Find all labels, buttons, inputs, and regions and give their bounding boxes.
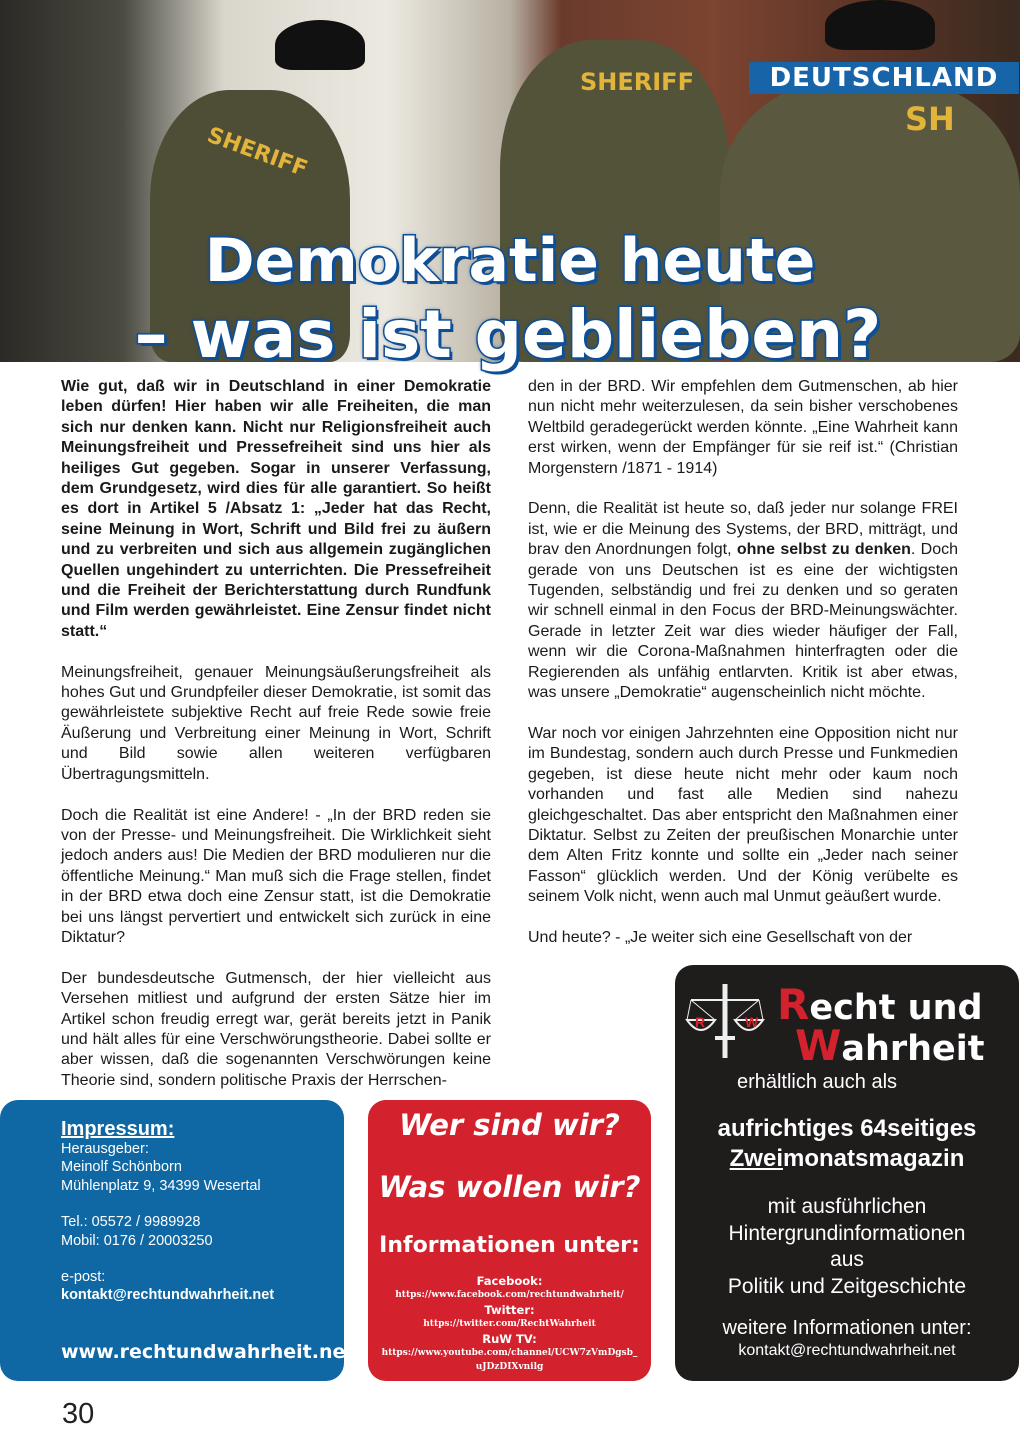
magazine-line1: aufrichtiges 64seitiges <box>717 1115 977 1142</box>
desc-line: Politik und Zeitgeschichte <box>727 1274 967 1298</box>
publisher-label: Herausgeber: <box>61 1141 149 1157</box>
website-link[interactable]: www.rechtundwahrheit.net <box>61 1341 355 1363</box>
promo-description <box>675 1194 1019 1300</box>
text: Zwei <box>729 1145 783 1172</box>
text: Denn, die Realität ist heute so, daß jeder nur solange FREI ist, wie er die Meinung des Systems, der BRD, mitträgt, und brav den Anordnungen folgt, <box>528 500 958 559</box>
paragraph: Meinungsfreiheit, genauer Meinungsäußerungsfreiheit als hohes Gut und Grundpfeiler dieser Demokratie, ist somit das gewährleistete subjektive Recht auf freie Rede sowie freie Äußerung und Verbreitung einer Meinung in Wort, Schrift und Bild sowie allen weiteren verfügbaren Übertragungsmitteln. <box>61 663 491 783</box>
facebook-link[interactable]: https://www.facebook.com/rechtundwahrheit/ <box>395 1290 624 1301</box>
publisher-address: Mühlenplatz 9, 34399 Wesertal <box>61 1177 261 1194</box>
about-box <box>368 1100 651 1381</box>
promo-box <box>675 965 1019 1381</box>
article-title-line1: Demokratie heute <box>204 226 816 296</box>
logo-r: R <box>777 980 810 1029</box>
logo-badge-r: R <box>695 1014 706 1030</box>
article-column-right <box>528 377 958 969</box>
text: . Doch gerade von uns Deutschen ist es eine der wichtigsten Tugenden, selbständig und frei zu denken und so geraten wir schnell einmal in den Focus der BRD-Meinungswächter. Gerade in letzter Zeit war dies wieder häufiger der Fall, wenn wir die Corona-Maßnahmen hinterfragten oder die Regierenden als unfähig entlarvten. Kritik ist aber etwas, was unsere „Demokratie“ augenscheinlich nicht möchte. <box>528 541 958 702</box>
twitter-label: Twitter: <box>484 1302 535 1317</box>
impressum-heading: Impressum: <box>61 1118 175 1140</box>
emphasis: ohne selbst zu denken <box>736 541 911 559</box>
impressum-box <box>0 1100 355 1381</box>
logo-w: W <box>795 1021 842 1070</box>
phone: Tel.: 05572 / 9989928 <box>61 1214 201 1231</box>
cap-shape <box>825 0 935 50</box>
youtube-link[interactable]: https://www.youtube.com/channel/UCW7zVmDgsb_uJDzDIXvnilg <box>381 1348 638 1373</box>
logo <box>685 980 1015 1070</box>
twitter-link[interactable]: https://twitter.com/RechtWahrheit <box>423 1319 596 1330</box>
info-heading: Informationen unter: <box>379 1233 640 1258</box>
paragraph: War noch vor einigen Jahrzehnten eine Opposition nicht nur im Bundestag, sondern auch durch Presse und Funkmedien gegeben, ist diese heute nicht mehr oder kaum noch vorhanden und fast alle Medien sind nahezu gleichgeschaltet. Das aber entspricht den Maßnahmen einer Diktatur. Selbst zu Zeiten der preußischen Monarchie unter dem Alten Fritz konnte und sollte ein „Jeder nach seiner Fasson“ glücklich werden. Und der König verübelte es seinem Volk nicht, wenn auch mal Unmut geäußert wurde. <box>528 724 958 906</box>
sheriff-patch: SHERIFF <box>580 68 694 96</box>
desc-line: aus <box>830 1248 864 1271</box>
email-link[interactable]: kontakt@rechtundwahrheit.net <box>61 1287 275 1304</box>
lead-paragraph: Wie gut, daß wir in Deutschland in einer Demokratie leben dürfen! Hier haben wir alle Freiheiten, die man sich nur denken kann. Nicht nur Religionsfreiheit auch Meinungsfreiheit und Pressefreiheit sind uns hier als heiliges Gut gegeben. Sogar in unserer Verfassung, dem Grundgesetz, wird dies für alle garantiert. So heißt es dort in Artikel 5 /Absatz 1: „Jeder hat das Recht, seine Meinung in Wort, Schrift und Bild frei zu äußern und zu verbreiten und sich aus allgemein zugänglichen Quellen ungehindert zu unterrichten. Die Pressefreiheit und die Freiheit der Berichterstattung durch Rundfunk und Film werden gewährleistet. Eine Zensur findet nicht statt.“ <box>61 378 491 640</box>
facebook-label: Facebook: <box>476 1274 543 1288</box>
tv-label: RuW TV: <box>482 1331 537 1346</box>
magazine-line2 <box>675 1145 1019 1173</box>
desc-line: mit ausführlichen <box>767 1195 927 1218</box>
sheriff-patch: SH <box>905 100 955 138</box>
logo-echt: echt und <box>809 988 983 1028</box>
article-column-left <box>61 377 491 1112</box>
logo-ahrheit: ahrheit <box>841 1029 985 1069</box>
paragraph: Und heute? - „Je weiter sich eine Gesellschaft von der <box>528 928 913 946</box>
logo-badge-w: W <box>745 1014 759 1030</box>
paragraph <box>528 499 958 703</box>
sheriff-patch: SHERIFF <box>203 122 311 183</box>
paragraph: Der bundesdeutsche Gutmensch, der hier vielleicht aus Versehen mitliest und aufgrund der ersten Sätze hier im Artikel schon freudig erregt war, gerät bereits jetzt in Panik und hält alles für eine Verschwörungstheorie. Dabei sollte er aber wissen, daß die sogenannten Verschwörungen keine Theorie sind, sondern politische Praxis der Herrschen- <box>61 969 491 1089</box>
page-number: 30 <box>62 1398 95 1430</box>
about-question-1: Wer sind wir? <box>399 1108 620 1142</box>
email-label: e-post: <box>61 1269 106 1286</box>
social-links <box>368 1274 651 1375</box>
promo-email-link[interactable]: kontakt@rechtundwahrheit.net <box>738 1342 956 1359</box>
paragraph: Doch die Realität ist eine Andere! - „In der BRD reden sie von der Presse- und Meinungsfreiheit. Die Wirklichkeit sieht jedoch anders aus! Die Medien der BRD modulieren nur die öffentliche Meinung.“ Man muß sich die Frage stellen, findet in der BRD etwa doch eine Zensur statt, ist die Demokratie bei uns längst pervertiert und entwickelt sich zurück in eine Diktatur? <box>61 806 491 946</box>
available-text: erhältlich auch als <box>736 1071 898 1093</box>
more-info-text: weitere Informationen unter: <box>722 1317 972 1339</box>
cap-shape <box>275 20 365 70</box>
mobile: Mobil: 0176 / 20003250 <box>61 1232 213 1249</box>
desc-line: Hintergrundinformationen <box>728 1221 966 1245</box>
text: monatsmagazin <box>782 1145 965 1172</box>
about-question-2: Was wollen wir? <box>378 1170 641 1204</box>
section-badge: DEUTSCHLAND <box>749 62 1019 94</box>
paragraph: den in der BRD. Wir empfehlen dem Gutmenschen, ab hier nun nicht mehr weiterzulesen, da sein bisher verschobenes Weltbild geradegerückt werden könnte. „Eine Wahrheit kann erst wirken, wenn der Empfänger für sie reif ist.“ (Christian Morgenstern /1871 - 1914) <box>528 378 958 477</box>
article-title-line2: – was ist geblieben? <box>134 296 882 373</box>
logo-wordmark <box>777 980 985 1070</box>
publisher-name: Meinolf Schönborn <box>61 1159 182 1176</box>
